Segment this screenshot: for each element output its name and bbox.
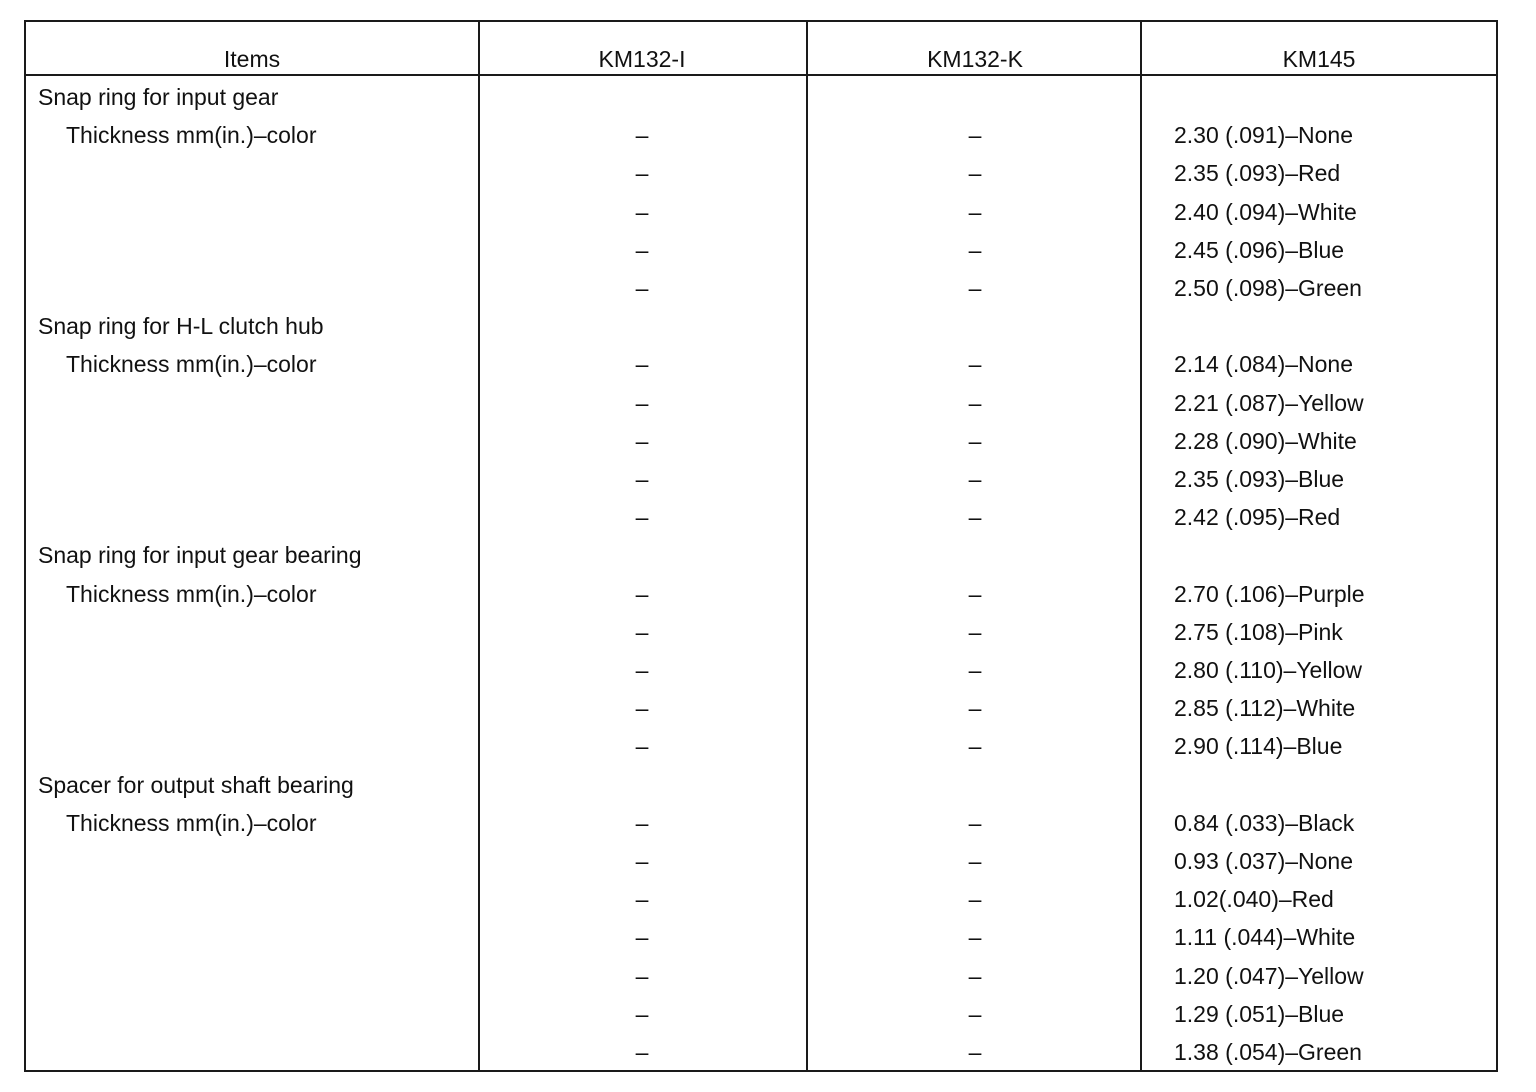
item-sublabel	[66, 993, 506, 1031]
table-row	[26, 878, 1496, 916]
km145-value: 2.28 (.090)–White	[1174, 427, 1357, 454]
item-sublabel	[66, 1031, 506, 1069]
item-sublabel: Thickness mm(in.)–color	[66, 580, 317, 607]
item-sublabel	[66, 496, 506, 534]
item-label: Snap ring for input gear bearing	[38, 542, 362, 569]
km132-i-value: –	[635, 504, 649, 531]
km132-k-value: –	[968, 809, 982, 836]
table-row	[26, 802, 1496, 840]
table-row	[26, 611, 1496, 649]
item-sublabel	[66, 152, 506, 190]
km132-k-value: –	[968, 924, 982, 951]
km132-i-value: –	[635, 580, 649, 607]
item-sublabel	[66, 955, 506, 993]
km145-value	[1174, 305, 1494, 343]
km132-i-value: –	[635, 657, 649, 683]
km132-i-value: –	[635, 389, 649, 416]
table-row	[26, 649, 1496, 687]
table-row	[26, 343, 1496, 381]
header-km145: KM145	[1282, 46, 1356, 72]
km132-i-value: –	[635, 122, 649, 149]
km132-k-value: –	[968, 848, 982, 874]
km132-i-value: –	[635, 160, 649, 187]
km145-value: 2.75 (.108)–Pink	[1174, 618, 1343, 645]
km132-k-value: –	[968, 580, 982, 607]
header-km132-k: KM132-K	[927, 46, 1023, 72]
table-row	[26, 114, 1496, 152]
km132-k-value: –	[968, 198, 982, 225]
km132-k-value: –	[968, 275, 982, 301]
table-row	[26, 229, 1496, 267]
km132-k-value: –	[968, 160, 982, 187]
item-sublabel: Thickness mm(in.)–color	[66, 809, 317, 836]
km145-value: 1.38 (.054)–Green	[1174, 1039, 1362, 1065]
km132-k-value	[808, 764, 1142, 802]
km132-k-value: –	[968, 1039, 982, 1065]
table-row	[26, 916, 1496, 954]
km132-i-value: –	[635, 886, 649, 913]
km132-k-value: –	[968, 695, 982, 722]
km132-i-value: –	[635, 466, 649, 492]
km132-i-value	[478, 305, 806, 343]
km145-value: 2.90 (.114)–Blue	[1174, 733, 1343, 760]
item-sublabel	[66, 458, 506, 496]
km132-k-value: –	[968, 657, 982, 683]
km145-value: 2.30 (.091)–None	[1174, 122, 1354, 149]
item-sublabel	[66, 687, 506, 725]
km132-i-value: –	[635, 236, 649, 263]
km132-k-value	[808, 76, 1142, 114]
item-sublabel	[66, 649, 506, 687]
item-sublabel	[66, 420, 506, 458]
km145-value: 2.45 (.096)–Blue	[1174, 236, 1345, 263]
table-header	[26, 22, 1496, 76]
table-row	[26, 496, 1496, 534]
km145-value: 0.93 (.037)–None	[1174, 848, 1354, 874]
km132-i-value	[478, 76, 806, 114]
header-items: Items	[223, 46, 281, 72]
km132-i-value: –	[635, 427, 649, 454]
item-sublabel	[66, 878, 506, 916]
table-row	[26, 764, 1496, 802]
item-sublabel	[66, 229, 506, 267]
table-row	[26, 152, 1496, 190]
table-row	[26, 76, 1496, 114]
km145-value	[1174, 76, 1494, 114]
table-row	[26, 1031, 1496, 1069]
table-row	[26, 420, 1496, 458]
km132-i-value: –	[635, 618, 649, 645]
table-row	[26, 191, 1496, 229]
table-row	[26, 458, 1496, 496]
km132-k-value: –	[968, 1000, 982, 1027]
km132-k-value: –	[968, 962, 982, 989]
spec-table	[24, 20, 1498, 1072]
km132-k-value: –	[968, 618, 982, 645]
km145-value: 2.85 (.112)–White	[1174, 695, 1356, 722]
km145-value: 1.29 (.051)–Blue	[1174, 1000, 1345, 1027]
km132-i-value	[478, 534, 806, 572]
km145-value: 0.84 (.033)–Black	[1174, 809, 1355, 836]
km145-value: 2.42 (.095)–Red	[1174, 504, 1341, 531]
km132-i-value: –	[635, 198, 649, 225]
table-row	[26, 993, 1496, 1031]
item-sublabel	[66, 916, 506, 954]
km132-i-value: –	[635, 848, 649, 874]
table-row	[26, 725, 1496, 763]
km145-value: 2.80 (.110)–Yellow	[1174, 657, 1362, 683]
km132-k-value: –	[968, 427, 982, 454]
table-row	[26, 382, 1496, 420]
km132-k-value: –	[968, 236, 982, 263]
item-sublabel: Thickness mm(in.)–color	[66, 122, 317, 149]
km145-value: 2.35 (.093)–Blue	[1174, 466, 1345, 492]
table-row	[26, 955, 1496, 993]
km145-value: 2.21 (.087)–Yellow	[1174, 389, 1364, 416]
table-row	[26, 687, 1496, 725]
km132-k-value: –	[968, 504, 982, 531]
km132-i-value: –	[635, 924, 649, 951]
km145-value: 1.11 (.044)–White	[1174, 924, 1356, 951]
km132-k-value	[808, 305, 1142, 343]
table-row	[26, 305, 1496, 343]
km132-i-value	[478, 764, 806, 802]
km145-value: 1.20 (.047)–Yellow	[1174, 962, 1364, 989]
km145-value: 2.40 (.094)–White	[1174, 198, 1357, 225]
km132-i-value: –	[635, 351, 649, 378]
km132-i-value: –	[635, 1039, 649, 1065]
km145-value: 1.02(.040)–Red	[1174, 886, 1334, 913]
km132-k-value: –	[968, 351, 982, 378]
km132-k-value	[808, 534, 1142, 572]
item-sublabel	[66, 725, 506, 763]
item-sublabel	[66, 840, 506, 878]
km132-i-value: –	[635, 275, 649, 301]
km145-value	[1174, 534, 1494, 572]
km145-value: 2.50 (.098)–Green	[1174, 275, 1362, 301]
header-km132-i: KM132-I	[598, 46, 686, 72]
km132-k-value: –	[968, 466, 982, 492]
km145-value: 2.35 (.093)–Red	[1174, 160, 1341, 187]
table-row	[26, 840, 1496, 878]
item-sublabel: Thickness mm(in.)–color	[66, 351, 317, 378]
km145-value	[1174, 764, 1494, 802]
table-row	[26, 573, 1496, 611]
km132-i-value: –	[635, 809, 649, 836]
table-row	[26, 534, 1496, 572]
km145-value: 2.14 (.084)–None	[1174, 351, 1354, 378]
item-sublabel	[66, 382, 506, 420]
km132-k-value: –	[968, 733, 982, 760]
km132-k-value: –	[968, 886, 982, 913]
km145-value: 2.70 (.106)–Purple	[1174, 580, 1365, 607]
km132-i-value: –	[635, 733, 649, 760]
km132-k-value: –	[968, 122, 982, 149]
item-label: Spacer for output shaft bearing	[38, 771, 354, 798]
item-label: Snap ring for input gear	[38, 84, 279, 110]
item-sublabel	[66, 267, 506, 305]
table-row	[26, 267, 1496, 305]
km132-i-value: –	[635, 962, 649, 989]
item-label: Snap ring for H-L clutch hub	[38, 313, 324, 340]
item-sublabel	[66, 191, 506, 229]
km132-i-value: –	[635, 695, 649, 722]
item-sublabel	[66, 611, 506, 649]
km132-k-value: –	[968, 389, 982, 416]
km132-i-value: –	[635, 1000, 649, 1027]
